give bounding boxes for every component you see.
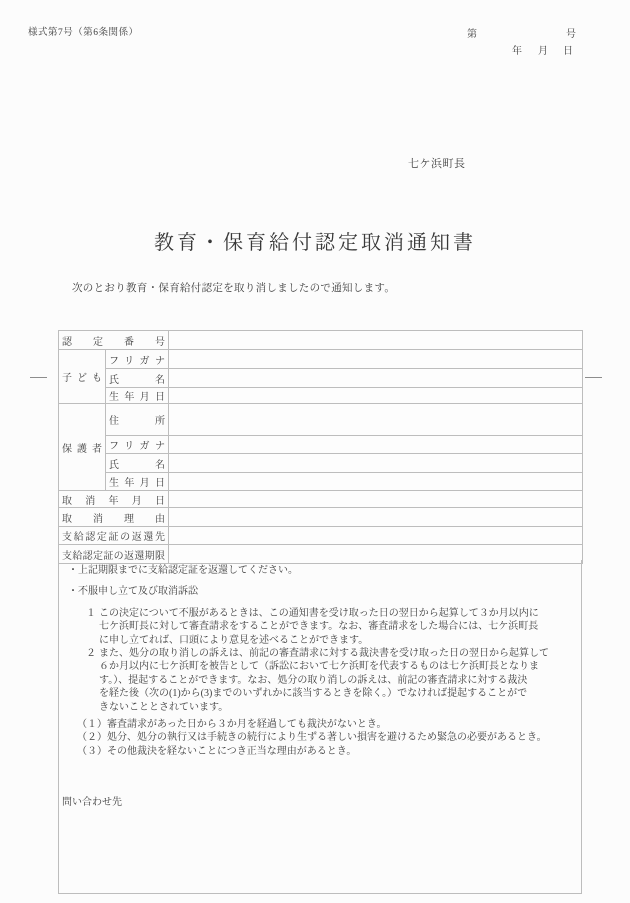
contact-label: 問い合わせ先 [62, 797, 122, 809]
child-birthdate-label: 生年月日 [106, 388, 169, 404]
issuer-name: 七ケ浜町長 [408, 158, 466, 170]
note-line: す。）、提起することができます。なお、処分の取り消しの訴えは、前記の審査請求に対する裁決 [99, 674, 528, 686]
guardian-name-value [169, 454, 583, 473]
guardian-furigana-label: フリガナ [106, 436, 169, 454]
guardian-birthdate-value [169, 473, 583, 491]
guardian-address-label: 住所 [106, 404, 169, 436]
notes-lines [59, 564, 581, 758]
note-item-number: ２ [86, 648, 96, 660]
note-line: （２）処分、処分の執行又は手続きの続行により生ずる著しい損害を避けるため緊急の必要があるとき。 [77, 732, 547, 744]
note-line: 七ケ浜町長に対して審査請求をすることができます。なお、審査請求をした場合には、七ケ浜町長 [99, 621, 539, 633]
date-month-label: 月 [538, 46, 548, 57]
certification-number-label: 認定番号 [59, 331, 169, 350]
guardian-group-label: 保護者 [59, 404, 106, 491]
child-furigana-value [169, 350, 583, 369]
intro-text: 次のとおり教育・保育給付認定を取り消しましたので通知します。 [72, 283, 396, 294]
guardian-name-label: 氏名 [106, 454, 169, 473]
note-line: きないこととされています。 [99, 701, 229, 713]
note-item-text: この決定について不服があるときは、この通知書を受け取った日の翌日から起算して３か月以内に [99, 607, 539, 619]
child-name-label: 氏名 [106, 369, 169, 388]
guardian-furigana-value [169, 436, 583, 454]
child-group-label: 子ども [59, 350, 106, 404]
note-line [59, 647, 581, 660]
certification-number-value [169, 331, 583, 350]
note-line: ６か月以内に七ケ浜町を被告として（訴訟において七ケ浜町を代表するものは七ケ浜町長となりま [99, 661, 539, 673]
note-line: を経た後（次の(1)から(3)までのいずれかに該当するときを除く。）でなければ提起することがで [99, 688, 528, 700]
form-number-note: 様式第7号（第6条関係） [28, 28, 139, 38]
left-registration-mark [30, 377, 47, 378]
doc-number-prefix: 第 [467, 29, 477, 40]
note-line: に申し立てれば、口頭により意見を述べることができます。 [99, 634, 369, 646]
guardian-birthdate-label: 生年月日 [106, 473, 169, 491]
note-item-text: また、処分の取り消しの訴えは、前記の審査請求に対する裁決書を受け取った日の翌日から起算して [99, 648, 549, 660]
child-birthdate-value [169, 388, 583, 404]
certificate-return-to-value [169, 527, 583, 545]
notes-box [58, 560, 582, 894]
certificate-return-deadline-label: 支給認定証の返還期限 [59, 545, 169, 564]
note-line: ・不服申し立て及び取消訴訟 [68, 586, 198, 598]
certificate-return-to-label: 支給認定証の返還先 [59, 527, 169, 545]
child-furigana-label: フリガナ [106, 350, 169, 369]
date-day-label: 日 [563, 46, 573, 57]
note-line: ・上記期限までに支給認定証を返還してください。 [68, 565, 298, 576]
cancellation-date-value [169, 491, 583, 508]
page-title: 教育・保育給付認定取消通知書 [154, 232, 476, 254]
note-line [59, 607, 581, 620]
cancellation-reason-value [169, 508, 583, 527]
guardian-address-value [169, 404, 583, 436]
right-registration-mark [585, 377, 602, 378]
note-line: （１）審査請求があった日から３か月を経過しても裁決がないとき。 [77, 719, 387, 731]
cancellation-table [58, 330, 583, 564]
child-name-value [169, 369, 583, 388]
note-item-number: １ [86, 607, 96, 619]
doc-number-suffix: 号 [566, 29, 576, 40]
date-year-label: 年 [512, 46, 522, 57]
note-line: （３）その他裁決を経ないことにつき正当な理由があるとき。 [77, 745, 357, 757]
cancellation-date-label: 取消年月日 [59, 491, 169, 508]
cancellation-reason-label: 取消理由 [59, 508, 169, 527]
